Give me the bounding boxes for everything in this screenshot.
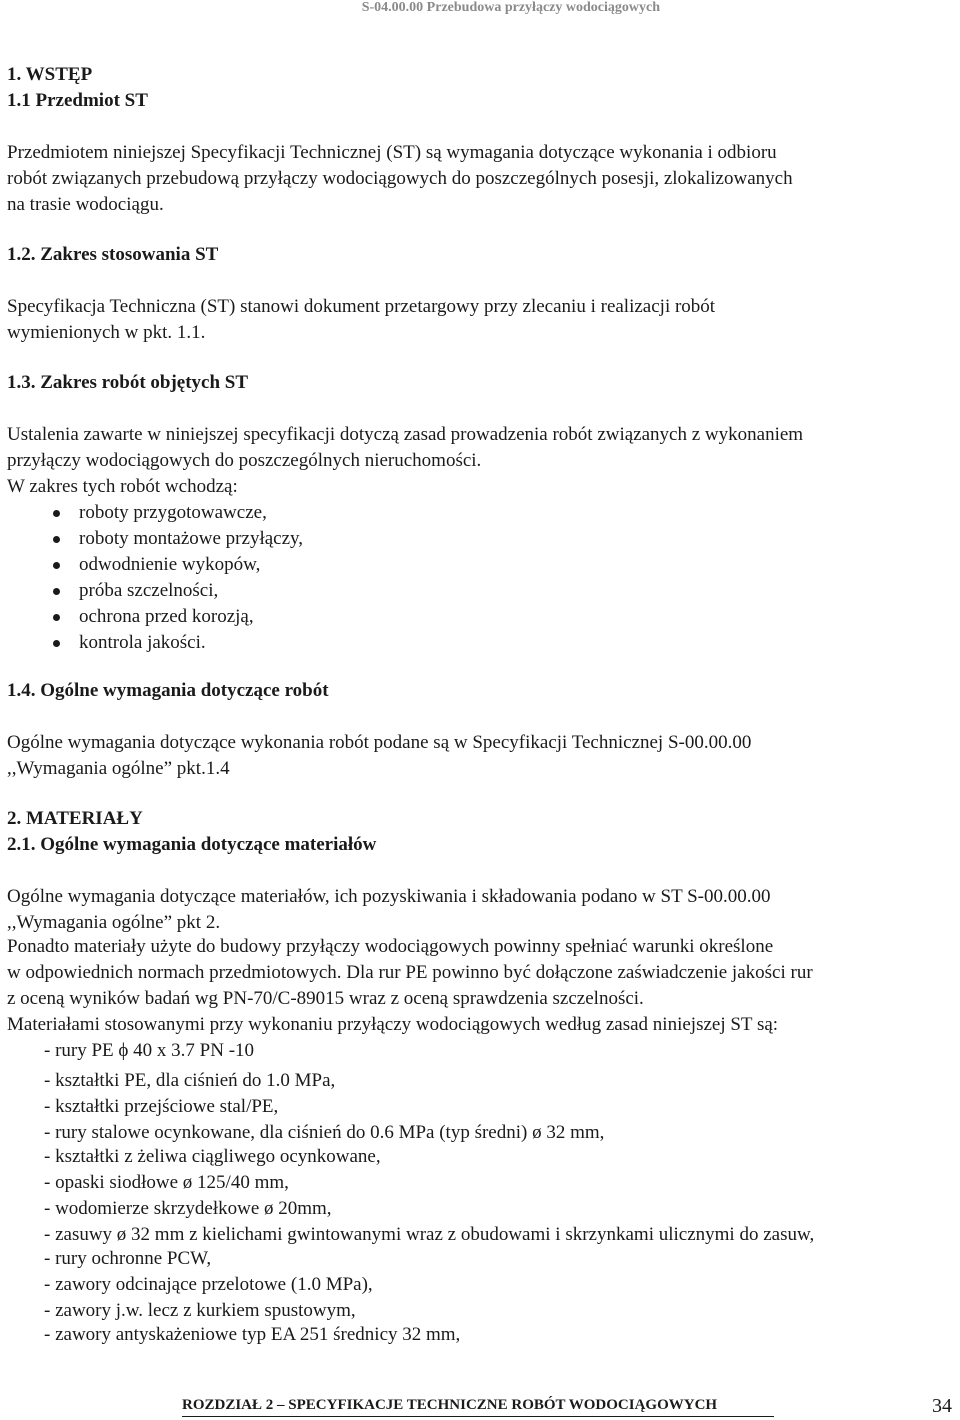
list-item: ochrona przed korozją,	[55, 604, 942, 630]
list-item: roboty montażowe przyłączy,	[55, 526, 942, 552]
material-item: - wodomierze skrzydełkowe ø 20mm,	[44, 1198, 332, 1219]
paragraph-line: Ogólne wymagania dotyczące wykonania robót podane są w Specyfikacji Technicznej S-00.00.00	[7, 732, 752, 753]
paragraph-line: Ustalenia zawarte w niniejszej specyfikacji dotyczą zasad prowadzenia robót związanych z wykonaniem	[7, 424, 804, 445]
subsection-heading-1-1: 1.1 Przedmiot ST	[7, 90, 148, 111]
list-item: kontrola jakości.	[55, 630, 942, 656]
subsection-heading-1-4: 1.4. Ogólne wymagania dotyczące robót	[7, 680, 329, 701]
paragraph-line: przyłączy wodociągowych do poszczególnych nieruchomości.	[7, 450, 482, 471]
page-footer	[0, 1395, 960, 1420]
subsection-heading-2-1: 2.1. Ogólne wymagania dotyczące materiałów	[7, 834, 377, 855]
list-item: próba szczelności,	[55, 578, 942, 604]
material-item: - rury PE ϕ 40 x 3.7 PN -10	[44, 1040, 255, 1061]
paragraph-line: W zakres tych robót wchodzą:	[7, 476, 238, 497]
material-item: - kształtki z żeliwa ciągliwego ocynkowane,	[44, 1146, 381, 1167]
material-item: - opaski siodłowe ø 125/40 mm,	[44, 1172, 289, 1193]
paragraph-line: Ogólne wymagania dotyczące materiałów, ich pozyskiwania i składowania podano w ST S-00.00.00	[7, 886, 771, 907]
subsection-heading-1-3: 1.3. Zakres robót objętych ST	[7, 372, 249, 393]
paragraph-line: w odpowiednich normach przedmiotowych. Dla rur PE powinno być dołączone zaświadczenie jakości rur	[7, 962, 813, 983]
material-item: - zawory antyskażeniowe typ EA 251 średnicy 32 mm,	[44, 1324, 461, 1345]
section-heading-1: 1. WSTĘP	[7, 64, 93, 85]
paragraph-line: z oceną wyników badań wg PN-70/C-89015 wraz z oceną sprawdzenia szczelności.	[7, 988, 644, 1009]
list-item: roboty przygotowawcze,	[55, 500, 942, 526]
paragraph-line: Ponadto materiały użyte do budowy przyłączy wodociągowych powinny spełniać warunki określone	[7, 936, 774, 957]
material-item: - zasuwy ø 32 mm z kielichami gwintowanymi wraz z obudowami i skrzynkami ulicznymi do zasuw,	[44, 1224, 815, 1245]
list-item: odwodnienie wykopów,	[55, 552, 942, 578]
paragraph-line: ,,Wymagania ogólne” pkt 2.	[7, 912, 221, 933]
running-header: S-04.00.00 Przebudowa przyłączy wodociągowych	[361, 0, 660, 15]
paragraph-line: robót związanych przebudową przyłączy wodociągowych do poszczególnych posesji, zlokalizowanych	[7, 168, 793, 189]
paragraph-line: Materiałami stosowanymi przy wykonaniu przyłączy wodociągowych według zasad niniejszej ST są:	[7, 1014, 779, 1035]
material-item: - zawory j.w. lecz z kurkiem spustowym,	[44, 1300, 356, 1321]
material-item: - zawory odcinające przelotowe (1.0 MPa),	[44, 1274, 373, 1295]
paragraph-line: ,,Wymagania ogólne” pkt.1.4	[7, 758, 230, 779]
material-item: - kształtki przejściowe stal/PE,	[44, 1096, 279, 1117]
paragraph-line: na trasie wodociągu.	[7, 194, 164, 215]
subsection-heading-1-2: 1.2. Zakres stosowania ST	[7, 244, 219, 265]
paragraph-line: Przedmiotem niniejszej Specyfikacji Technicznej (ST) są wymagania dotyczące wykonania i odbioru	[7, 142, 777, 163]
material-item: - rury ochronne PCW,	[44, 1248, 212, 1269]
page-number: 34	[932, 1395, 952, 1417]
paragraph-line: wymienionych w pkt. 1.1.	[7, 322, 206, 343]
paragraph-line: Specyfikacja Techniczna (ST) stanowi dokument przetargowy przy zlecaniu i realizacji robót	[7, 296, 716, 317]
section-heading-2: 2. MATERIAŁY	[7, 808, 143, 829]
footer-chapter-title: ROZDZIAŁ 2 – SPECYFIKACJE TECHNICZNE ROBÓT WODOCIĄGOWYCH	[182, 1397, 718, 1413]
material-item: - kształtki PE, dla ciśnień do 1.0 MPa,	[44, 1070, 336, 1091]
material-item: - rury stalowe ocynkowane, dla ciśnień do 0.6 MPa (typ średni) ø 32 mm,	[44, 1122, 605, 1143]
footer-underline	[182, 1416, 774, 1417]
